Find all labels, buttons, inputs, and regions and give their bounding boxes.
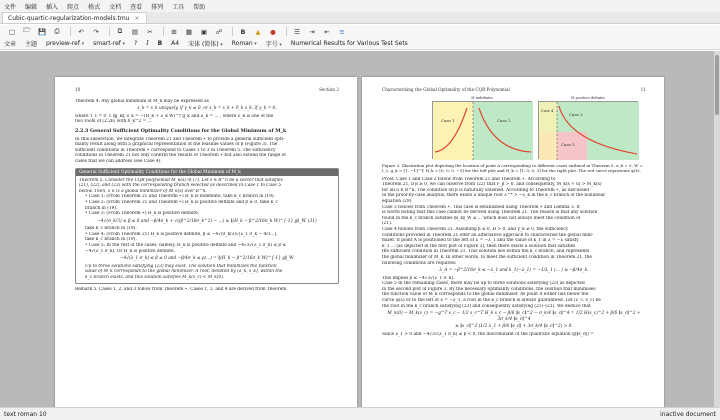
equation[interactable]: M_k(0) − M_k(s_c) = −g^T s_c − 1/2 s_c^T H_k s_c − β/6 ∥s_c∥^2 − σ_k/4 ∥s_c∥^4 = 1/2 H(s_c)^2 + β/6 ∥s_c∥^2 + 3σ_k/4 ∥s_c∥^4	[387, 311, 641, 322]
vertical-scrollbar[interactable]	[714, 51, 720, 407]
text-line[interactable]: where τ_1 = σ_1 ∥g_k∥, s_k = −(H_k + λ_k W)^† g_k and λ_k = ... , where λ_k is one of the	[75, 113, 274, 119]
menu-help[interactable]: 帮助	[193, 3, 206, 11]
case-label: Case 2	[497, 117, 511, 123]
menu-view[interactable]: 查看	[130, 3, 143, 11]
text-line[interactable]: in the second plot of Figure 3. By the necessary optimality conditions, the solution that minimises	[382, 286, 596, 292]
case-line[interactable]: • Case 2: (From Theorem 21 and Theorem ∗) H_k is positive definite and β ≥ 0, take k_c	[85, 199, 278, 205]
case-line[interactable]: take k_c branch in (19).	[85, 226, 137, 232]
menu-edit[interactable]: 编辑	[25, 3, 38, 11]
text-line[interactable]: sufficient conditions in Theorem ∗ correspond to Cases 1 to 3 in Theorem 5. The sufficiency	[75, 147, 276, 153]
text-line[interactable]: cases that we can address (see Case 4).	[75, 158, 162, 164]
text-line[interactable]: the function value of M_k corresponds to the global minimiser. As point A either lies below the	[382, 292, 589, 298]
toolbar-separator	[109, 27, 110, 36]
case-line[interactable]: −4√(λ_1 σ_k). Or H_k is positive definite,	[85, 248, 175, 254]
case-label: Case 3	[569, 111, 583, 117]
text-line[interactable]: below. Then, s_k is a global minimizer of M_k(s) over R^n.	[79, 188, 207, 194]
bold-button[interactable]: B	[157, 40, 163, 47]
figure-caption[interactable]: Figure 3. Illustration plot depicting the location of point A corresponding to different cases outlined in Theorem 5. σ_k = 5, W = I_2, g_k = [1, −1]^T, H_k = [0, 0; 0, −3] for the left plot and H_k = [1, 0; 0, 3] for the right plot. The red curve represents φ(λ).	[382, 162, 643, 173]
text-line[interactable]: the root in the k_c branch satisfying (23) and consequently satisfying (21)–(23). We deduce that	[382, 303, 591, 309]
case-label: Case 4	[541, 108, 554, 113]
text-line[interactable]: k_1 ... (as depicted in the first plot of Figure 3), then there exists a solution that satisfies	[382, 243, 576, 249]
page-right	[362, 77, 664, 407]
text-line[interactable]: curve φ(λ) or to the left of λ = −λ_1, a root in the k_c branch is always guaranteed. Let (λ_c, s_c) be	[382, 298, 601, 304]
text-line[interactable]: is worth noting that this case cannot be derived using Theorem 21. The reason is that any solution	[382, 210, 598, 216]
toolbar-separator	[70, 27, 71, 36]
case-line[interactable]: take k_c branch in (19).	[85, 237, 137, 243]
copy-icon[interactable]: ⧉	[117, 27, 123, 35]
menu-insert[interactable]: 插入	[46, 3, 59, 11]
section-heading[interactable]: 2.2.3 General Sufficient Optimality Conditions for the Global Minimum of M_k	[75, 127, 287, 134]
menu-tools[interactable]: 工具	[172, 3, 185, 11]
equation[interactable]: ≥ ∥s_c∥^2 (1/2 λ_1 + β/6 ∥s_c∥ + 3σ_k/4 ∥s_c∥^2) > 0.	[455, 324, 573, 330]
redo-icon[interactable]: ↷	[93, 27, 99, 36]
text-line[interactable]: Case 4 follows from Theorem 21. Assuming β ≤ 0, H > 0, and γ_k ≠ 0, the sufficiency	[382, 226, 569, 232]
text-line[interactable]: for all u ∈ R^n. The condition on β is naturally satisfied. According to Theorem ∗, as discussed	[382, 187, 590, 193]
case-line[interactable]: k_c branch exists, and this solution satisfies M_k(s_c) < M_k(0).	[85, 275, 225, 281]
case-line[interactable]: Up to three solutions satisfying (23) may exist. The solution that minimizes the function	[85, 263, 277, 269]
open-icon[interactable]: 🗁	[22, 26, 32, 34]
tab-document[interactable]	[2, 12, 147, 23]
text-line[interactable]: Theorem 5. Consider the CQR polynomial M_k(s) in (7). Let s ∈ R^n be a vector that satisfies	[79, 177, 283, 183]
format-toolbar	[0, 38, 720, 50]
image-icon[interactable]: ▣	[200, 27, 208, 36]
text-line[interactable]: two roots of (2.26) with δ_k^2 = ...	[75, 119, 152, 125]
menu-format[interactable]: 格式	[88, 3, 101, 11]
list-icon[interactable]: ☰	[294, 27, 300, 36]
equation[interactable]: −4√(σ_k/3) ≤ β ≤ 0 and −β/4σ_k + √((β^2/16σ_k^2) − ...) ≥ ∥(H_k − β^2/16σ_k W)^{-1} g∥_W. (31)	[97, 218, 317, 224]
status-font: text roman 10	[4, 410, 47, 418]
section-title-field[interactable]: Numerical Results for Various Test Sets	[290, 40, 408, 47]
italic-icon[interactable]: I	[146, 40, 149, 47]
equation[interactable]: −4√(λ_1 σ_k) ≤ β ≤ 0 and −β/4σ_k ≤ ρ(...) = ∥(H_k − β^2/16σ_k W)^{-1} g∥_W.	[119, 256, 295, 262]
close-icon[interactable]: ×	[134, 15, 140, 22]
help-button[interactable]: ?	[134, 40, 138, 47]
text-line[interactable]: Theorem 21, if β ≥ 0, we can observe from (22) that F_β > 0, and consequently, M_k(s + u) > M_k(s)	[382, 182, 602, 188]
link-icon[interactable]: ☍	[215, 27, 223, 36]
plot-title: H positive definite	[571, 95, 605, 100]
menu-focus[interactable]: 爬点	[67, 3, 80, 11]
text-line[interactable]: conditions provided in Theorem 21 offer an alternative approach to characterise the global mini-	[382, 232, 594, 238]
style-article[interactable]: 文章	[4, 41, 17, 48]
page-number: 11	[640, 87, 646, 92]
text-line[interactable]: found in the k_c branch satisfies ∥s_k∥_W ≤ ... which does not always meet the condition of	[382, 215, 581, 221]
plot-indefinite-svg	[433, 102, 533, 160]
text-line[interactable]: (21), (22), and (23) with the corresponding branch selected as described in Case 1 to Case 5	[79, 183, 281, 189]
text-line[interactable]: conditions in Theorem 21 not only confirm the results of Theorem ∗ but also extend the range of	[75, 153, 286, 159]
plot-indefinite	[432, 95, 532, 159]
tab-title: Cubic-quartic-regularization-models.tmu	[8, 15, 130, 22]
case-label: Case 1	[441, 117, 455, 123]
document-viewer[interactable]	[0, 51, 720, 407]
align-icon[interactable]: ≡	[339, 27, 345, 36]
equation[interactable]: s_k = s_k uniquely, if γ_k ≠ 0, or s_k = s_k + δ_k v_k, if γ_k = 0,	[137, 106, 277, 112]
menu-document[interactable]: 文档	[109, 3, 122, 11]
text-line[interactable]: mality result along with a graphical representation of the feasible values of β (Figure 3). The	[75, 142, 278, 148]
equation[interactable]: λ_A = −β^2/16σ_k ≤ −λ_1 and k_1(−λ_1) = −1/λ_1 (... ) ≥ −β/4σ_k.	[439, 268, 589, 274]
toolbar-separator	[286, 27, 287, 36]
text-line[interactable]: equation (29).	[382, 198, 413, 204]
page-header: Section 2	[319, 87, 339, 92]
text-line[interactable]: Remark 5. Cases 1, 2, and 3 follow from Theorem ∗. Cases 1, 2, and 4 are derived from Theorem	[75, 286, 287, 292]
bold-icon[interactable]: B	[240, 27, 246, 36]
tab-bar	[0, 12, 720, 24]
scrollbar-thumb[interactable]	[715, 55, 719, 115]
figure	[432, 95, 646, 159]
text-line[interactable]: mizer. If point A is positioned to the left of λ = −λ_1 and the value of k_1 in λ = −λ satisfy	[382, 238, 579, 244]
text-line[interactable]: Case 3 follows from Theorem ∗. This case is established using Theorem ∗ and Lemma 3. It	[382, 204, 580, 210]
save-icon[interactable]: 💾	[37, 27, 47, 36]
case-line[interactable]: • Case 1: (From Theorem 21 and Theorem ∗) H_k is indefinite, take k_c branch in (19).	[85, 194, 275, 200]
text-line[interactable]: Theorem 4. Any global minimum of M_k may be expressed as	[75, 98, 209, 104]
font-family-select[interactable]: 宋体 (简体) ▾	[188, 39, 223, 48]
text-line[interactable]: Proof. Case 1 and Case 2 follow from Theorem 21 and Theorem ∗. According to	[382, 176, 556, 182]
font-size-select[interactable]: 字号 ▾	[266, 39, 282, 48]
color-icon[interactable]: ●	[270, 27, 276, 36]
page-left	[55, 77, 357, 407]
page-number: 10	[75, 87, 81, 92]
new-icon[interactable]: □	[8, 27, 16, 36]
theorem-box-title: General Sufficient Optimality Conditions for the Global Minimum of M_k	[76, 169, 338, 176]
case-line[interactable]: branch in (19).	[85, 205, 118, 211]
style-theme[interactable]: 主题	[25, 41, 38, 48]
main-toolbar	[0, 25, 720, 38]
plot-positive-definite-svg	[539, 102, 639, 160]
table-icon[interactable]: ▦	[185, 27, 193, 36]
text-line[interactable]: following conditions are required:	[382, 260, 457, 266]
toolbar-separator	[163, 27, 164, 36]
text-line[interactable]: Since λ_1 > 0 and −4√3√(λ_1 σ_k) ≤ β < 0, the discriminant of the quadratic equation q(∥s_c∥) =	[382, 332, 594, 338]
text-line[interactable]: In this subsection, we integrate Theorem 21 and Theorem ∗ to provide a general sufficient opti-	[75, 136, 285, 142]
menu-file[interactable]: 文件	[4, 3, 17, 11]
case-line[interactable]: • Case 3: (From Theorem ∗) H_k is positive definite,	[85, 211, 200, 217]
text-line[interactable]: in the proof-by-case analysis, there exists a unique root λ^* > −λ_k in the k_c branch of the nonlinear	[382, 193, 606, 199]
case-line[interactable]: value of M_k corresponds to the global minimizer. A root, denoted by (λ_k, s_k), within the	[85, 269, 283, 275]
text-line[interactable]: the sufficient condition in Theorem 21. This solution lies within the k_c branch, and represents	[382, 249, 590, 255]
case-line[interactable]: • Case 4: (From Theorem 21) H_k is positive definite, β ≤ −4√(σ_k/3)√(λ_1 σ_k − 4/3...),	[85, 231, 278, 237]
highlight-icon[interactable]: ▲	[255, 27, 261, 36]
case-line[interactable]: • Case 5: In the rest of the cases, namely, H_k is positive definite and −4√3√(λ_1 σ_k) ≤ β ≤	[85, 243, 286, 249]
text-line[interactable]: This implies β ≤ −4√3√(λ_1 σ_k).	[382, 275, 455, 281]
menu-arrange[interactable]: 排列	[151, 3, 164, 11]
text-line[interactable]: (21).	[382, 221, 393, 227]
paper-size[interactable]: A4	[171, 40, 180, 47]
page-header: Characterising the Global Optimality of the CQR Polynomial	[382, 87, 510, 92]
plot-positive-definite	[538, 95, 638, 159]
theorem-box	[75, 168, 339, 284]
insert-icon[interactable]: ⊞	[171, 27, 177, 36]
indent-icon[interactable]: ⇥	[309, 27, 315, 36]
outdent-icon[interactable]: ⇤	[324, 27, 330, 36]
text-line[interactable]: Case 5 In the remaining cases, there may be up to three solutions satisfying (23) as depicted	[382, 281, 585, 287]
preview-ref-dropdown[interactable]: preview-ref ▾	[46, 40, 84, 47]
text-line[interactable]: the global minimizer of M_k. In other words, to meet the sufficient condition in Theorem 21, the	[382, 254, 592, 260]
smart-ref-dropdown[interactable]: smart-ref ▾	[93, 40, 125, 47]
menu-bar	[0, 0, 720, 12]
font-shape-select[interactable]: Roman ▾	[232, 40, 257, 47]
plot-title: H indefinite	[471, 95, 493, 100]
cut-icon[interactable]: ✂	[147, 27, 153, 36]
toolbar-separator	[232, 27, 233, 36]
paste-icon[interactable]: ▤	[131, 27, 139, 36]
print-icon[interactable]: ⎙	[54, 27, 60, 35]
case-label: Case 5	[561, 141, 575, 147]
undo-icon[interactable]: ↶	[78, 27, 84, 36]
status-bar	[0, 407, 720, 420]
status-document: inactive document	[660, 410, 716, 418]
